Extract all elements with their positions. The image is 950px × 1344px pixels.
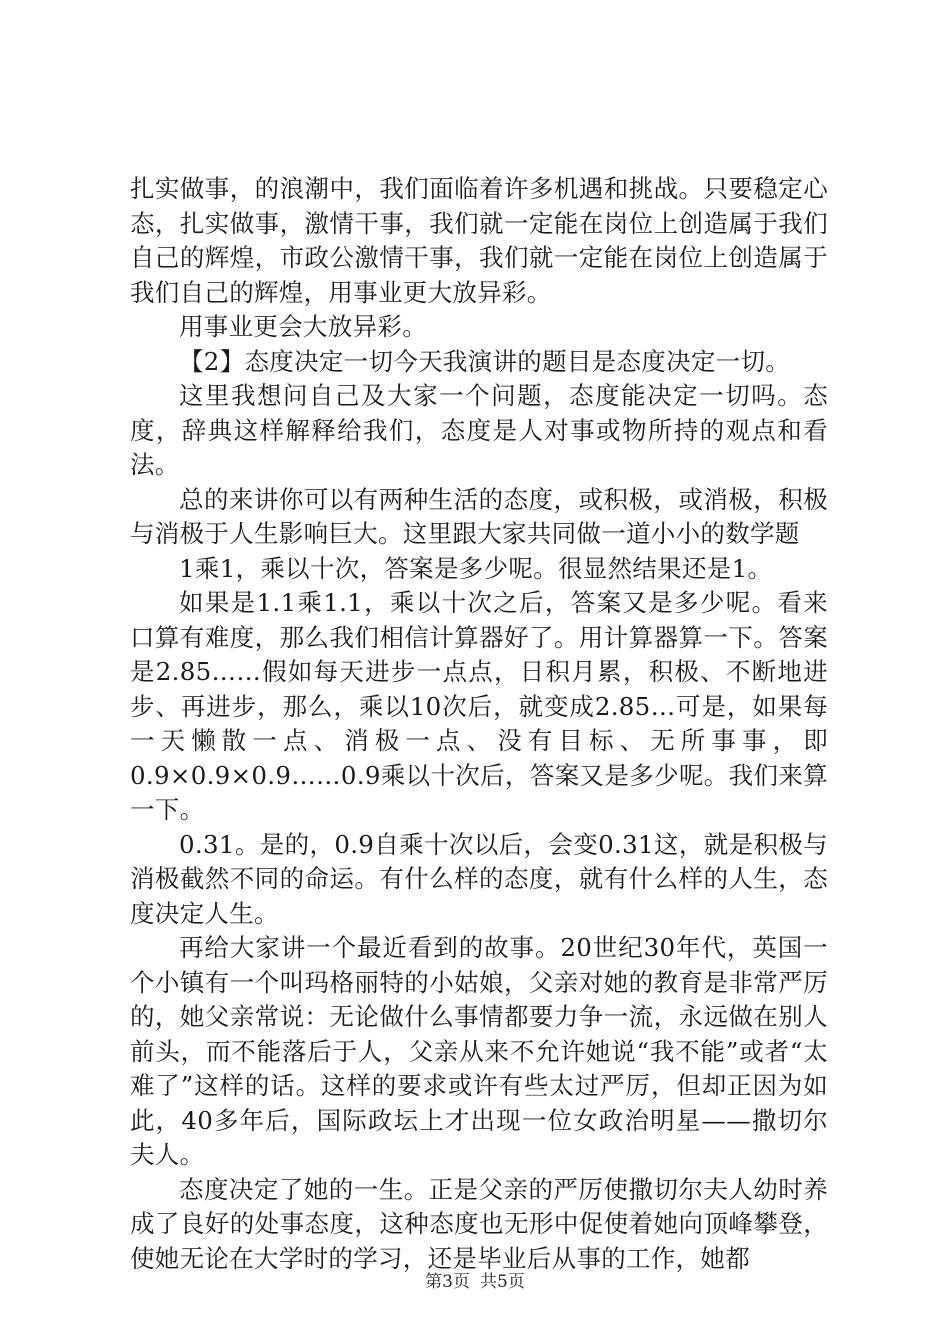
paragraph-7: 如果是1.1乘1.1，乘以十次之后，答案又是多少呢。看来口算有难度，那么我们相信计算器好了。用计算器算一下。答案是2.85……假如每天进步一点点，日积月累，积极、不断地进步、再进步，那么，乘以10次后，就变成2.85…可是，如果每一天懒散一点、消极一点、没有目标、无所事事，即0.9×0.9×0.9……0.9乘以十次后，答案又是多少呢。我们来算一下。 (130, 588, 828, 824)
paragraph-1: 扎实做事，的浪潮中，我们面临着许多机遇和挑战。只要稳定心态，扎实做事，激情干事，我们就一定能在岗位上创造属于我们自己的辉煌，市政公激情干事，我们就一定能在岗位上创造属于我们自己的辉煌，用事业更大放异彩。 (130, 174, 828, 307)
document-body (130, 172, 828, 1276)
total-pages: 共5页 (480, 1272, 525, 1292)
paragraph-8: 0.31。是的，0.9自乘十次以后，会变0.31这，就是积极与消极截然不同的命运。有什么样的态度，就有什么样的人生，态度决定人生。 (130, 829, 828, 928)
page-footer (0, 1271, 950, 1293)
paragraph-6: 1乘1，乘以十次，答案是多少呢。很显然结果还是1。 (179, 553, 773, 583)
paragraph-9: 再给大家讲一个最近看到的故事。20世纪30年代，英国一个小镇有一个叫玛格丽特的小姑娘，父亲对她的教育是非常严厉的，她父亲常说：无论做什么事情都要力争一流，永远做在别人前头，而不能落后于人，父亲从来不允许她说“我不能”或者“太难了”这样的话。这样的要求或许有些太过严厉，但却正因为如此，40多年后，国际政坛上才出现一位女政治明星——撒切尔夫人。 (130, 933, 828, 1169)
paragraph-3: 【2】态度决定一切今天我演讲的题目是态度决定一切。 (179, 346, 791, 376)
paragraph-4: 这里我想问自己及大家一个问题，态度能决定一切吗。态度，辞典这样解释给我们，态度是人对事或物所持的观点和看法。 (130, 381, 828, 479)
page-number: 第3页 (425, 1272, 470, 1292)
paragraph-5: 总的来讲你可以有两种生活的态度，或积极，或消极，积极与消极于人生影响巨大。这里跟大家共同做一道小小的数学题 (130, 484, 828, 548)
paragraph-10: 态度决定了她的一生。正是父亲的严厉使撒切尔夫人幼时养成了良好的处事态度，这种态度也无形中促使着她向顶峰攀登，使她无论在大学时的学习，还是毕业后从事的工作，她都 (130, 1174, 828, 1273)
paragraph-2: 用事业更会大放异彩。 (179, 312, 427, 341)
